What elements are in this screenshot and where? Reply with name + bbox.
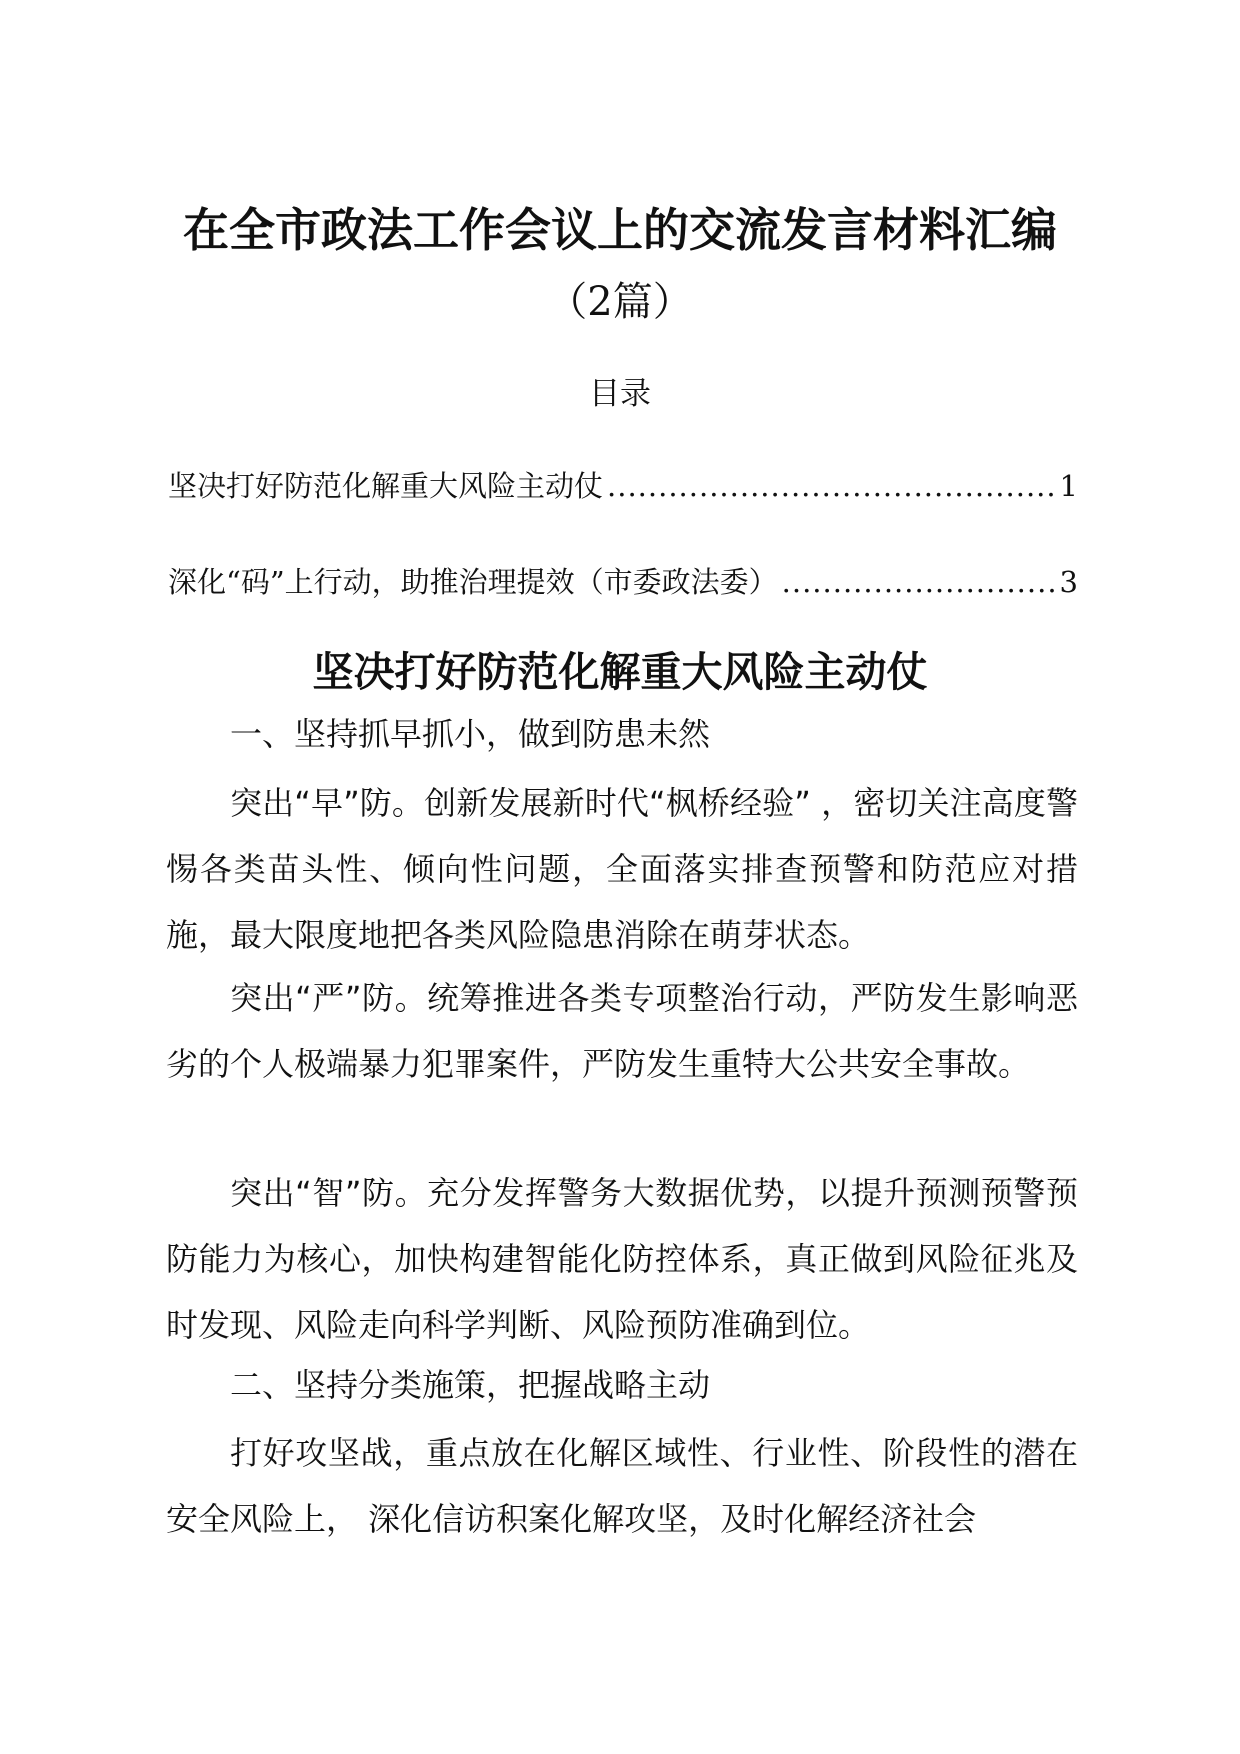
toc-page-number: 3 <box>1059 565 1078 599</box>
toc-entry-text: 深化“码”上行动，助推治理提效（市委政法委） <box>168 565 778 599</box>
toc-page-number: 1 <box>1059 469 1078 503</box>
toc-entry[interactable] <box>168 560 1078 604</box>
section-heading: 一、坚持抓早抓小，做到防患未然 <box>230 715 711 753</box>
document-subtitle: （2篇） <box>547 279 693 325</box>
paragraph-text: 突出“严”防。统筹推进各类专项整治行动，严防发生影响恶劣的个人极端暴力犯罪案件，严防发生重特大公共安全事故。 <box>166 979 1078 1083</box>
toc-entry[interactable] <box>168 464 1078 508</box>
body-paragraph <box>166 965 1078 1097</box>
toc-heading: 目录 <box>589 376 651 412</box>
body-paragraph <box>166 770 1078 968</box>
article-title: 坚决打好防范化解重大风险主动仗 <box>312 648 928 696</box>
paragraph-text: 突出“早”防。创新发展新时代“枫桥经验” ，密切关注高度警惕各类苗头性、倾向性问题，全面落实排查预警和防范应对措施，最大限度地把各类风险隐患消除在萌芽状态。 <box>166 784 1078 954</box>
document-title: 在全市政法工作会议上的交流发言材料汇编 <box>183 203 1057 257</box>
body-paragraph <box>166 1420 1078 1552</box>
section-heading: 二、坚持分类施策，把握战略主动 <box>230 1366 711 1404</box>
paragraph-text: 突出“智”防。充分发挥警务大数据优势，以提升预测预警预防能力为核心，加快构建智能化防控体系，真正做到风险征兆及时发现、风险走向科学判断、风险预防准确到位。 <box>166 1174 1078 1344</box>
body-paragraph <box>166 1160 1078 1358</box>
toc-dot-leader <box>607 464 1056 508</box>
paragraph-text: 打好攻坚战，重点放在化解区域性、行业性、阶段性的潜在安全风险上， 深化信访积案化解攻坚，及时化解经济社会 <box>166 1434 1078 1538</box>
toc-dot-leader <box>782 560 1056 604</box>
toc-entry-text: 坚决打好防范化解重大风险主动仗 <box>168 469 604 503</box>
